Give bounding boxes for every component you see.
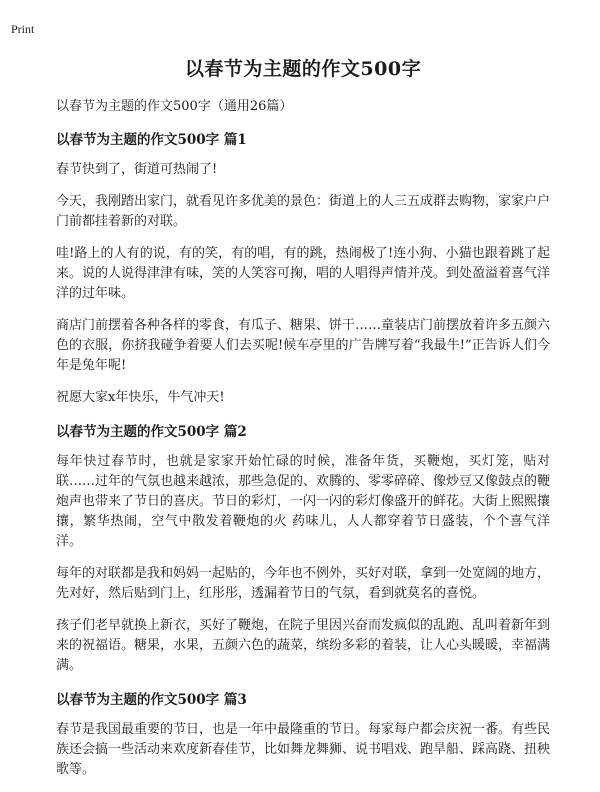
paragraph: 春节快到了，街道可热闹了! — [56, 162, 218, 177]
essay-section-3 — [56, 688, 550, 780]
document-page — [56, 48, 550, 792]
section-heading: 以春节为主题的作文500字 篇2 — [56, 424, 247, 440]
paragraph: 祝愿大家x年快乐，牛气冲天! — [56, 390, 225, 405]
section-heading: 以春节为主题的作文500字 篇1 — [56, 132, 247, 148]
essay-section-2 — [56, 420, 550, 676]
paragraph: 今天，我刚踏出家门，就看见许多优美的景色：街道上的人三五成群去购物，家家户户门前都挂着新的对联。 — [56, 194, 551, 229]
paragraph: 春节是我国最重要的节日，也是一年中最隆重的节日。每家每户都会庆祝一番。有些民族还会搞一些活动来欢度新春佳节，比如舞龙舞狮、说书唱戏、跑旱船、踩高跷、扭秧歌等。 — [56, 722, 551, 777]
essay-section-1 — [56, 128, 550, 408]
paragraph: 每年的对联都是我和妈妈一起贴的，今年也不例外，买好对联，拿到一处宽阔的地方，先对好，然后贴到门上，红彤彤，透漏着节日的气氛，看到就莫名的喜悦。 — [56, 566, 551, 601]
paragraph: 每年快过春节时，也就是家家开始忙碌的时候，准备年货，买鞭炮，买灯笼，贴对联……过年的气氛也越来越浓，那些急促的、欢腾的、零零碎碎、像炒豆又像鼓点的鞭炮声也带来了节日的喜庆。节日的彩灯，一闪一闪的彩灯像盛开的鲜花。大街上熙熙攘攘，繁华热闹，空气中散发着鞭炮的火 药味儿，人人都穿着节日盛装，个个喜气洋洋。 — [56, 454, 551, 549]
section-heading: 以春节为主题的作文500字 篇3 — [56, 692, 247, 708]
paragraph: 哇!路上的人有的说，有的笑，有的唱，有的跳，热闹极了!连小狗、小猫也跟着跳了起来。说的人说得津津有味，笑的人笑容可掬，唱的人唱得声情并茂。到处盈溢着喜气洋洋的过年味。 — [56, 246, 551, 301]
paragraph: 孩子们老早就换上新衣，买好了鞭炮，在院子里因兴奋而发疯似的乱跑、乱叫着新年到来的祝福语。糖果，水果，五颜六色的蔬菜，缤纷多彩的着装，让人心头暖暖，幸福满满。 — [56, 618, 551, 673]
print-link[interactable]: Print — [11, 22, 35, 36]
page-title: 以春节为主题的作文500字 — [184, 58, 422, 80]
document-subtitle: 以春节为主题的作文500字（通用26篇） — [56, 99, 293, 114]
paragraph: 商店门前摆着各种各样的零食，有瓜子、糖果、饼干……童装店门前摆放着许多五颜六色的衣服，你挤我碰争着要人们去买呢!候车亭里的广告牌写着“我最牛!”正告诉人们今年是兔年呢! — [56, 318, 551, 373]
